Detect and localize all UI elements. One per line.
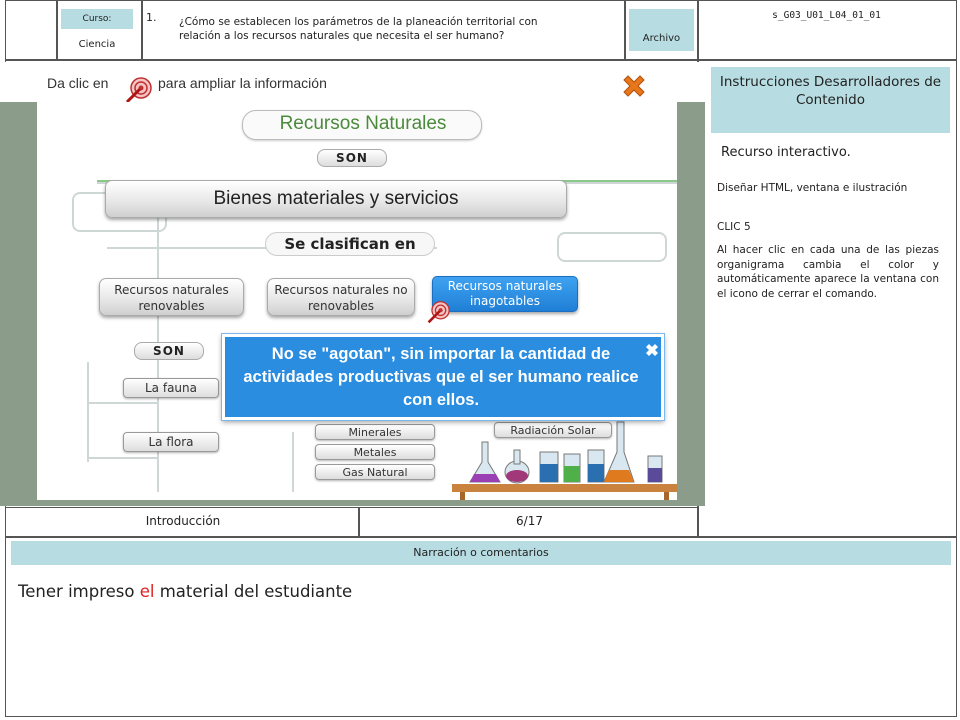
question-number: 1. [146,11,157,24]
instruction-bar [0,62,705,102]
code-cell [698,0,957,60]
slide-panel [0,62,705,506]
question-cell [142,0,625,60]
header-empty-cell [5,0,57,60]
no-renovables-label: Recursos naturales no renovables [274,283,408,313]
no-renovables-button[interactable] [267,278,415,316]
page-counter: 6/17 [516,514,543,528]
instructions-cell [698,60,957,537]
lab-flasks-illustration [452,412,677,500]
son-label-left: SON [134,342,204,360]
connector [87,457,157,459]
page-cell [359,507,698,537]
popup-text: No se "agotan", sin importar la cantidad de actividades productivas que el ser humano realice con ellos. [243,345,639,409]
narration-highlight: el [139,582,155,601]
code-text: s_G03_U01_L04_01_01 [772,10,881,21]
flora-label: La flora [148,435,194,449]
fauna-button[interactable] [123,378,219,398]
intro-label: Introducción [145,514,221,528]
connector-rounded [557,232,667,262]
connector [292,432,294,492]
map-title: Recursos Naturales [279,113,447,134]
clic-text: CLIC 5 [717,221,751,233]
archivo-cell [625,0,698,60]
disenar-text: Diseñar HTML, ventana e ilustración [717,182,908,194]
connector [87,402,157,404]
narration-text [18,582,352,601]
archivo-label: Archivo [629,9,694,51]
curso-cell [57,0,142,60]
minerales-label: Minerales [348,426,402,439]
instruction-prefix: Da clic en [47,75,109,91]
curso-label: Curso: [61,9,133,29]
narration-text-after: material del estudiante [154,582,353,601]
target-click-icon [425,300,451,324]
info-popup [222,334,664,420]
concept-map [37,102,677,500]
gas-label: Gas Natural [342,466,408,479]
inagotables-button[interactable] [432,276,578,312]
narration-header: Narración o comentarios [11,541,951,565]
renovables-label: Recursos naturales renovables [114,283,229,313]
detail-text: Al hacer clic en cada una de las piezas organigrama cambia el color y automáticamente aparece la ventana con el icono de cerrar el comando. [717,244,939,300]
target-click-icon [123,76,153,104]
recurso-text: Recurso interactivo. [721,145,851,160]
se-clasifican-pill [265,232,435,256]
close-icon[interactable] [618,70,650,102]
narration-cell [5,537,957,717]
flora-button[interactable] [123,432,219,452]
instructions-header: Instrucciones Desarrolladores de Contenido [711,67,950,133]
popup-close-icon[interactable] [643,341,661,359]
bienes-button[interactable] [105,180,567,218]
minerales-button[interactable] [315,424,435,440]
radiacion-label: Radiación Solar [510,424,596,437]
connector [87,362,89,462]
son-label-top: SON [317,149,387,167]
intro-cell [5,507,359,537]
se-clasifican-label: Se clasifican en [284,235,416,253]
bienes-label: Bienes materiales y servicios [213,188,459,209]
narration-text-before: Tener impreso [18,582,140,601]
curso-value: Ciencia [78,39,116,50]
inagotables-label: Recursos naturales inagotables [447,279,563,308]
question-text: ¿Cómo se establecen los parámetros de la planeación territorial con relación a los recursos naturales que necesita el ser humano? [179,16,538,42]
metales-label: Metales [353,446,397,459]
map-title-pill[interactable] [242,110,482,140]
gas-button[interactable] [315,464,435,480]
connector [157,342,159,492]
instruction-suffix: para ampliar la información [158,75,327,91]
renovables-button[interactable] [99,278,244,316]
metales-button[interactable] [315,444,435,460]
fauna-label: La fauna [145,381,197,395]
